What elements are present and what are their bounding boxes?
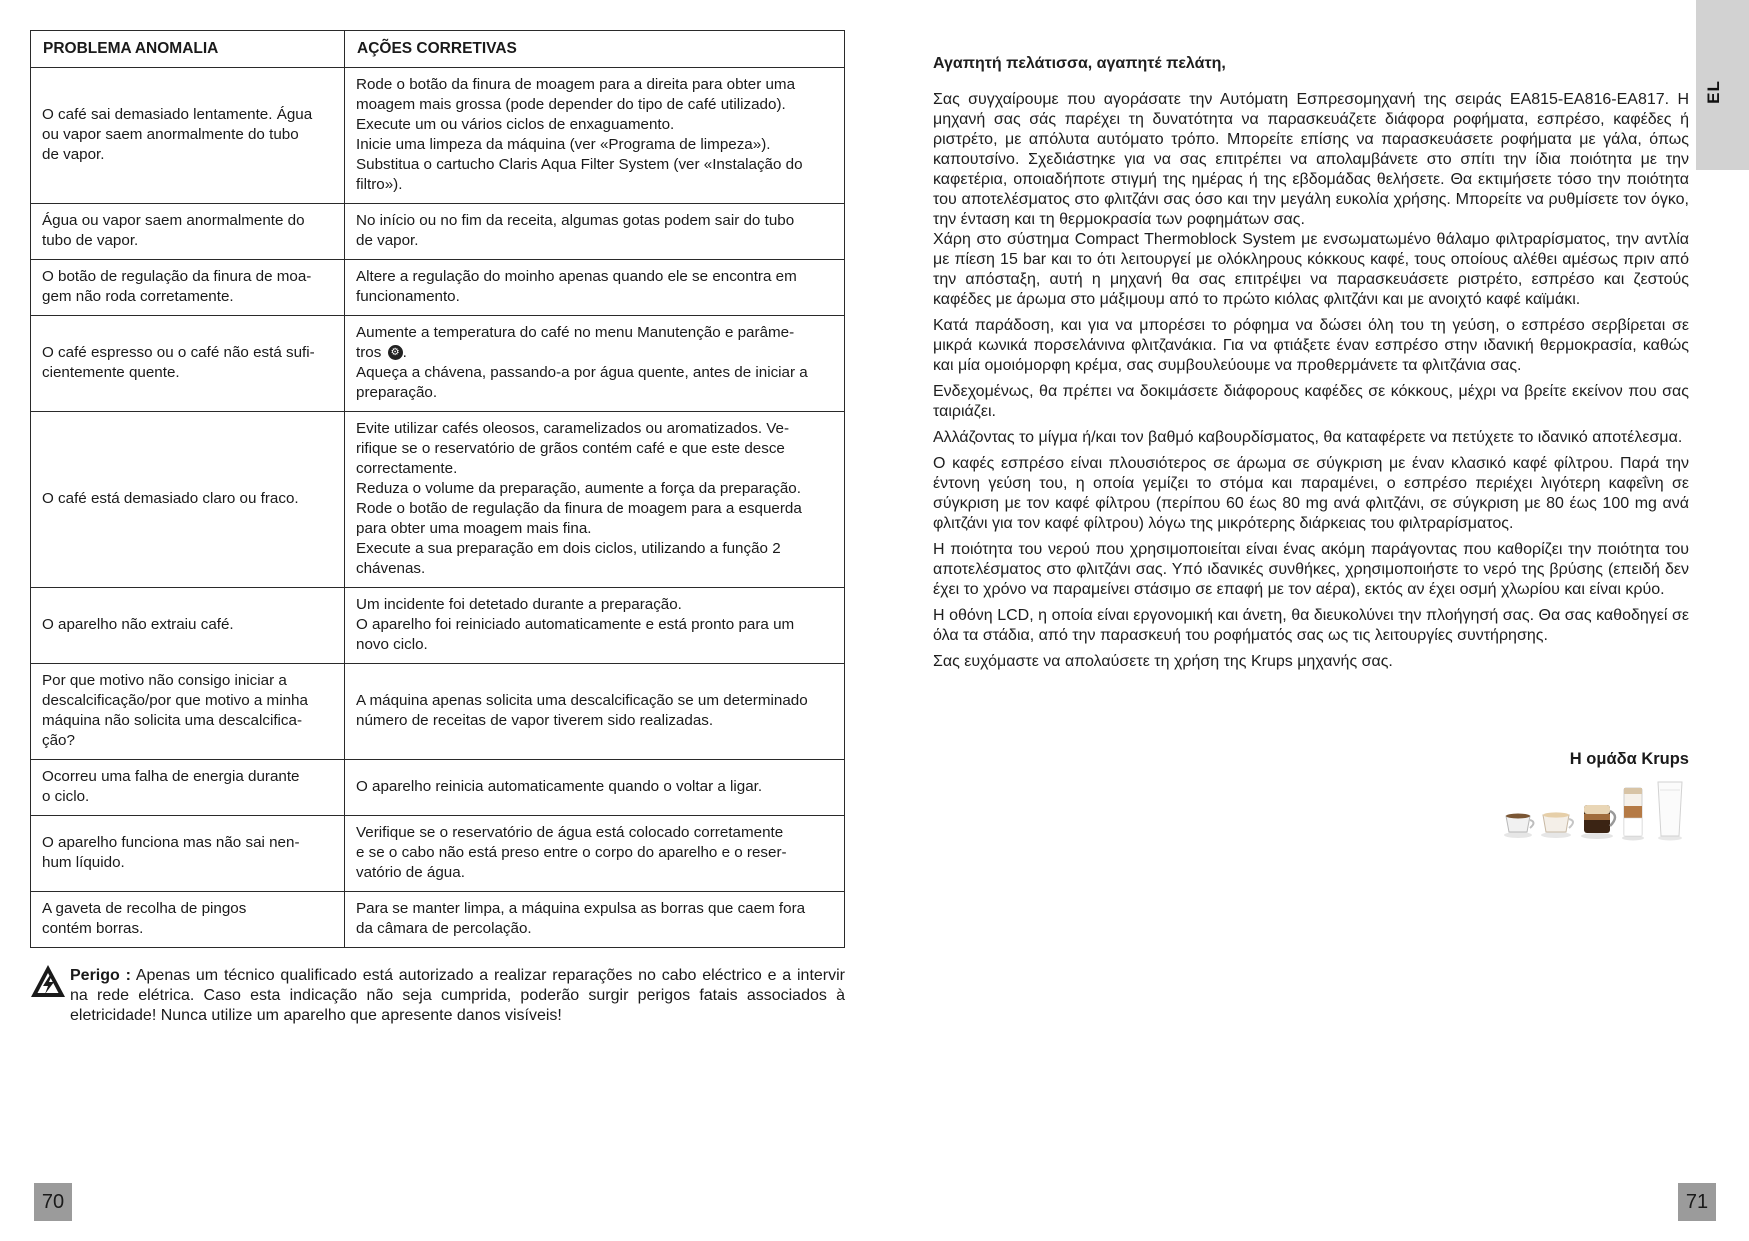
page-number-right: 71 <box>1678 1183 1716 1221</box>
latte-macchiato-glass-icon <box>1622 788 1644 841</box>
action-line: chávenas. <box>356 560 426 577</box>
danger-label: Perigo : <box>70 967 131 984</box>
espresso-cup-icon <box>1504 814 1534 839</box>
action-line: Evite utilizar cafés oleosos, caramelizados ou aromatizados. Ve- <box>356 420 790 437</box>
action-line: O aparelho foi reiniciado automaticamente e está pronto para um <box>356 616 795 633</box>
cappuccino-cup-icon <box>1541 812 1573 838</box>
action-line: Aumente a temperatura do café no menu Manutenção e parâme- <box>356 324 795 341</box>
table-row <box>31 588 845 664</box>
table-row <box>31 260 845 316</box>
action-line: Aqueça a chávena, passando-a por água quente, antes de iniciar a <box>356 364 808 381</box>
problem-line: O aparelho funciona mas não sai nen- <box>42 834 300 851</box>
header-problem: PROBLEMA ANOMALIA <box>31 31 345 68</box>
action-line: e se o cabo não está preso entre o corpo do aparelho e o reser- <box>356 844 787 861</box>
action-line: para obter uma moagem mais fina. <box>356 520 592 537</box>
problem-line: de vapor. <box>42 146 105 163</box>
table-row <box>31 316 845 412</box>
table-header-row <box>31 31 845 68</box>
action-line-with-icon <box>356 343 833 363</box>
table-row <box>31 892 845 948</box>
gear-icon: ⚙ <box>388 345 403 360</box>
problem-line: O café sai demasiado lentamente. Água <box>42 106 313 123</box>
action-line: rifique se o reservatório de grãos contém café e que este desce <box>356 440 785 457</box>
warning-triangle-icon <box>30 964 66 998</box>
action-line: Rode o botão da finura de moagem para a direita para obter uma <box>356 76 796 93</box>
problem-line: O aparelho não extraiu café. <box>42 616 234 633</box>
problem-line: ção? <box>42 732 75 749</box>
action-line: Rode o botão de regulação da finura de moagem para a esquerda <box>356 500 802 517</box>
language-tab <box>1696 0 1749 170</box>
action-line: A máquina apenas solicita uma descalcificação se um determinado <box>356 692 808 709</box>
table-row <box>31 664 845 760</box>
action-cell <box>345 260 845 316</box>
action-line: moagem mais grossa (pode depender do tipo de café utilizado). <box>356 96 786 113</box>
welcome-letter <box>933 54 1689 678</box>
action-cell <box>345 816 845 892</box>
problem-cell <box>31 412 345 588</box>
problem-line: ou vapor saem anormalmente do tubo <box>42 126 299 143</box>
problem-line: tubo de vapor. <box>42 232 139 249</box>
problem-line: contém borras. <box>42 920 144 937</box>
signature: Η ομάδα Krups <box>1569 750 1689 768</box>
problem-line: O café espresso ou o café não está sufi- <box>42 344 315 361</box>
problem-cell <box>31 68 345 204</box>
problem-cell <box>31 892 345 948</box>
troubleshooting-table <box>30 30 845 948</box>
problem-line: máquina não solicita uma descalcifica- <box>42 712 303 729</box>
letter-paragraph: Σας συγχαίρουμε που αγοράσατε την Αυτόματη Εσπρεσομηχανή της σειράς EA815-EA816-EA817. Η μηχανή σας σάς παρέχει τη δυνατότητα να παρασκευάζετε διάφορα ροφήματα, εσπρέσο, καφέδες ή ριστρέτο, με απόλυτα αυτόματο τρόπο. Μπορείτε επίσης να παρασκευάσετε ροφήματα με γάλα, όπως καπουτσίνο. Σχεδιάστηκε για να σας επιτρέπει να απολαμβάνετε στο σπίτι την ίδια ποιότητα με την καφετέρια, οποιαδήποτε στιγμή της ημέρας ή της εβδομάδας θελήσετε. Θα εκτιμήσετε τόσο την ποιότητα του αποτελέσματος στο φλιτζάνι σας όσο και την μεγάλη ευκολία χρήσης. Μπορείτε να ρυθμίσετε τον όγκο, την ένταση και τη θερμοκρασία των ροφημάτων σας. <box>933 91 1689 228</box>
table-row <box>31 68 845 204</box>
action-line: número de receitas de vapor tiverem sido realizadas. <box>356 712 714 729</box>
letter-paragraph: Ο καφές εσπρέσο είναι πλουσιότερος σε άρωμα σε σύγκριση με έναν κλασικό καφέ φίλτρου. Παρά την έντονη γεύση του, η οποία γεμίζει το στόμα και παραμένει, ο εσπρέσο περιέχει λιγότερη καφεΐνη σε σύγκριση με τον καφέ φίλτρου (περίπου 60 έως 80 mg ανά φλιτζάνι, σε σύγκριση με 80 έως 100 mg ανά φλιτζάνι για τον καφέ φίλτρου) λόγω της μικρότερης διάρκειας του φιλτραρίσματος. <box>933 455 1689 532</box>
action-cell <box>345 412 845 588</box>
problem-line: hum líquido. <box>42 854 125 871</box>
action-line: Reduza o volume da preparação, aumente a força da preparação. <box>356 480 801 497</box>
action-line: funcionamento. <box>356 288 460 305</box>
problem-cell <box>31 260 345 316</box>
tall-glass-icon <box>1658 782 1682 841</box>
action-line: Execute um ou vários ciclos de enxaguamento. <box>356 116 675 133</box>
table-row <box>31 760 845 816</box>
action-line: da câmara de percolação. <box>356 920 532 937</box>
letter-paragraph: Αλλάζοντας το μίγμα ή/και τον βαθμό καβουρδίσματος, θα καταφέρετε να πετύχετε το ιδανικό αποτέλεσμα. <box>933 429 1683 446</box>
action-line: Verifique se o reservatório de água está colocado corretamente <box>356 824 784 841</box>
danger-note <box>30 966 845 1026</box>
letter-paragraph: Η οθόνη LCD, η οποία είναι εργονομική και άνετη, θα διευκολύνει την πλοήγησή σας. Θα σας καθοδηγεί σε όλα τα στάδια, από την παρασκευή του ροφήματός σας ως τις λειτουργίες συντήρησης. <box>933 607 1689 644</box>
danger-text: Apenas um técnico qualificado está autorizado a realizar reparações no cabo eléctrico e a intervir na rede elétrica. Caso esta indicação não seja cumprida, poderão surgir perigos fatais associados à eletricidade! Nunca utilize um aparelho que apresente danos visíveis! <box>70 967 845 1024</box>
latte-glass-cup-icon <box>1581 805 1615 839</box>
problem-line: cientemente quente. <box>42 364 180 381</box>
period: . <box>402 344 407 361</box>
problem-cell <box>31 316 345 412</box>
letter-paragraph: Χάρη στο σύστημα Compact Thermoblock System με ενσωματωμένο θάλαμο φιλτραρίσματος, την αντλία με πίεση 15 bar και το ότι λειτουργεί με ολόκληρους κόκκους καφέ, τους οποίους αλέθει αμέσως πριν από την απόσταξη, αυτή η μηχανή θα σας επιτρέψει να παρασκευάσετε ριστρέτο, εσπρέσο και ζεστούς καφέδες με άρωμα στο μάξιμουμ από το πρώτο κιόλας φλιτζάνι και με ανοιχτό καφέ καϊμάκι. <box>933 231 1689 308</box>
action-line: filtro»). <box>356 176 403 193</box>
letter-paragraph: Η ποιότητα του νερού που χρησιμοποιείται είναι ένας ακόμη παράγοντας που καθορίζει την ποιότητα του αποτελέσματος στο φλιτζάνι σας. Υπό ιδανικές συνθήκες, χρησιμοποιήστε το νερό της βρύσης (επειδή δεν έχει το χρόνο να παραμείνει στάσιμο σε επαφή με τον αέρα), εκτός αν έχει οσμή χλωρίου και είναι κρύο. <box>933 541 1689 598</box>
action-cell <box>345 892 845 948</box>
action-line: novo ciclo. <box>356 636 428 653</box>
problem-line: Água ou vapor saem anormalmente do <box>42 212 305 229</box>
action-line: Substitua o cartucho Claris Aqua Filter System (ver «Instalação do <box>356 156 803 173</box>
action-cell <box>345 204 845 260</box>
problem-line: O café está demasiado claro ou fraco. <box>42 490 299 507</box>
action-cell <box>345 316 845 412</box>
problem-line: gem não roda corretamente. <box>42 288 234 305</box>
action-line: Um incidente foi detetado durante a preparação. <box>356 596 682 613</box>
action-line: correctamente. <box>356 460 458 477</box>
problem-cell <box>31 760 345 816</box>
action-line: de vapor. <box>356 232 419 249</box>
coffee-cups-illustration <box>1500 780 1690 842</box>
action-line: Execute a sua preparação em dois ciclos, utilizando a função 2 <box>356 540 781 557</box>
letter-paragraph: Σας ευχόμαστε να απολαύσετε τη χρήση της Krups μηχανής σας. <box>933 653 1393 670</box>
problem-cell <box>31 816 345 892</box>
action-line: O aparelho reinicia automaticamente quando o voltar a ligar. <box>356 778 763 795</box>
action-line: vatório de água. <box>356 864 465 881</box>
problem-cell <box>31 664 345 760</box>
letter-paragraph: Κατά παράδοση, και για να μπορέσει το ρόφημα να δώσει όλη του τη γεύση, ο εσπρέσο σερβίρεται σε μικρά κωνικά πορσελάνινα φλιτζανάκια. Για να φτιάξετε έναν εσπρέσο στην ιδανική θερμοκρασία, καθώς και μία ομοιόμορφη κρέμα, σας συμβουλεύουμε να προθερμάνετε τα φλιτζάνια σας. <box>933 317 1689 374</box>
problem-cell <box>31 588 345 664</box>
problem-line: Ocorreu uma falha de energia durante <box>42 768 300 785</box>
header-actions: AÇÕES CORRETIVAS <box>345 31 845 68</box>
problem-line: descalcificação/por que motivo a minha <box>42 692 308 709</box>
table-row <box>31 412 845 588</box>
problem-cell <box>31 204 345 260</box>
action-cell <box>345 588 845 664</box>
problem-line: A gaveta de recolha de pingos <box>42 900 247 917</box>
letter-body <box>933 90 1689 672</box>
action-line: Altere a regulação do moinho apenas quando ele se encontra em <box>356 268 797 285</box>
greeting: Αγαπητή πελάτισσα, αγαπητέ πελάτη, <box>933 55 1226 72</box>
table-body <box>31 68 845 948</box>
table-row <box>31 816 845 892</box>
problem-line: o ciclo. <box>42 788 90 805</box>
action-line: Para se manter limpa, a máquina expulsa as borras que caem fora <box>356 900 806 917</box>
action-line: No início ou no fim da receita, algumas gotas podem sair do tubo <box>356 212 795 229</box>
action-cell <box>345 664 845 760</box>
table-row <box>31 204 845 260</box>
action-cell <box>345 68 845 204</box>
page-number-left: 70 <box>34 1183 72 1221</box>
problem-line: Por que motivo não consigo iniciar a <box>42 672 287 689</box>
action-line: Inicie uma limpeza da máquina (ver «Programa de limpeza»). <box>356 136 771 153</box>
problem-line: O botão de regulação da finura de moa- <box>42 268 312 285</box>
action-line: preparação. <box>356 384 438 401</box>
action-cell <box>345 760 845 816</box>
language-tab-label: EL <box>1703 80 1723 104</box>
action-text: tros <box>356 344 382 361</box>
letter-paragraph: Ενδεχομένως, θα πρέπει να δοκιμάσετε διάφορους καφέδες σε κόκκους, μέχρι να βρείτε εκείνον που σας ταιριάζει. <box>933 383 1689 420</box>
